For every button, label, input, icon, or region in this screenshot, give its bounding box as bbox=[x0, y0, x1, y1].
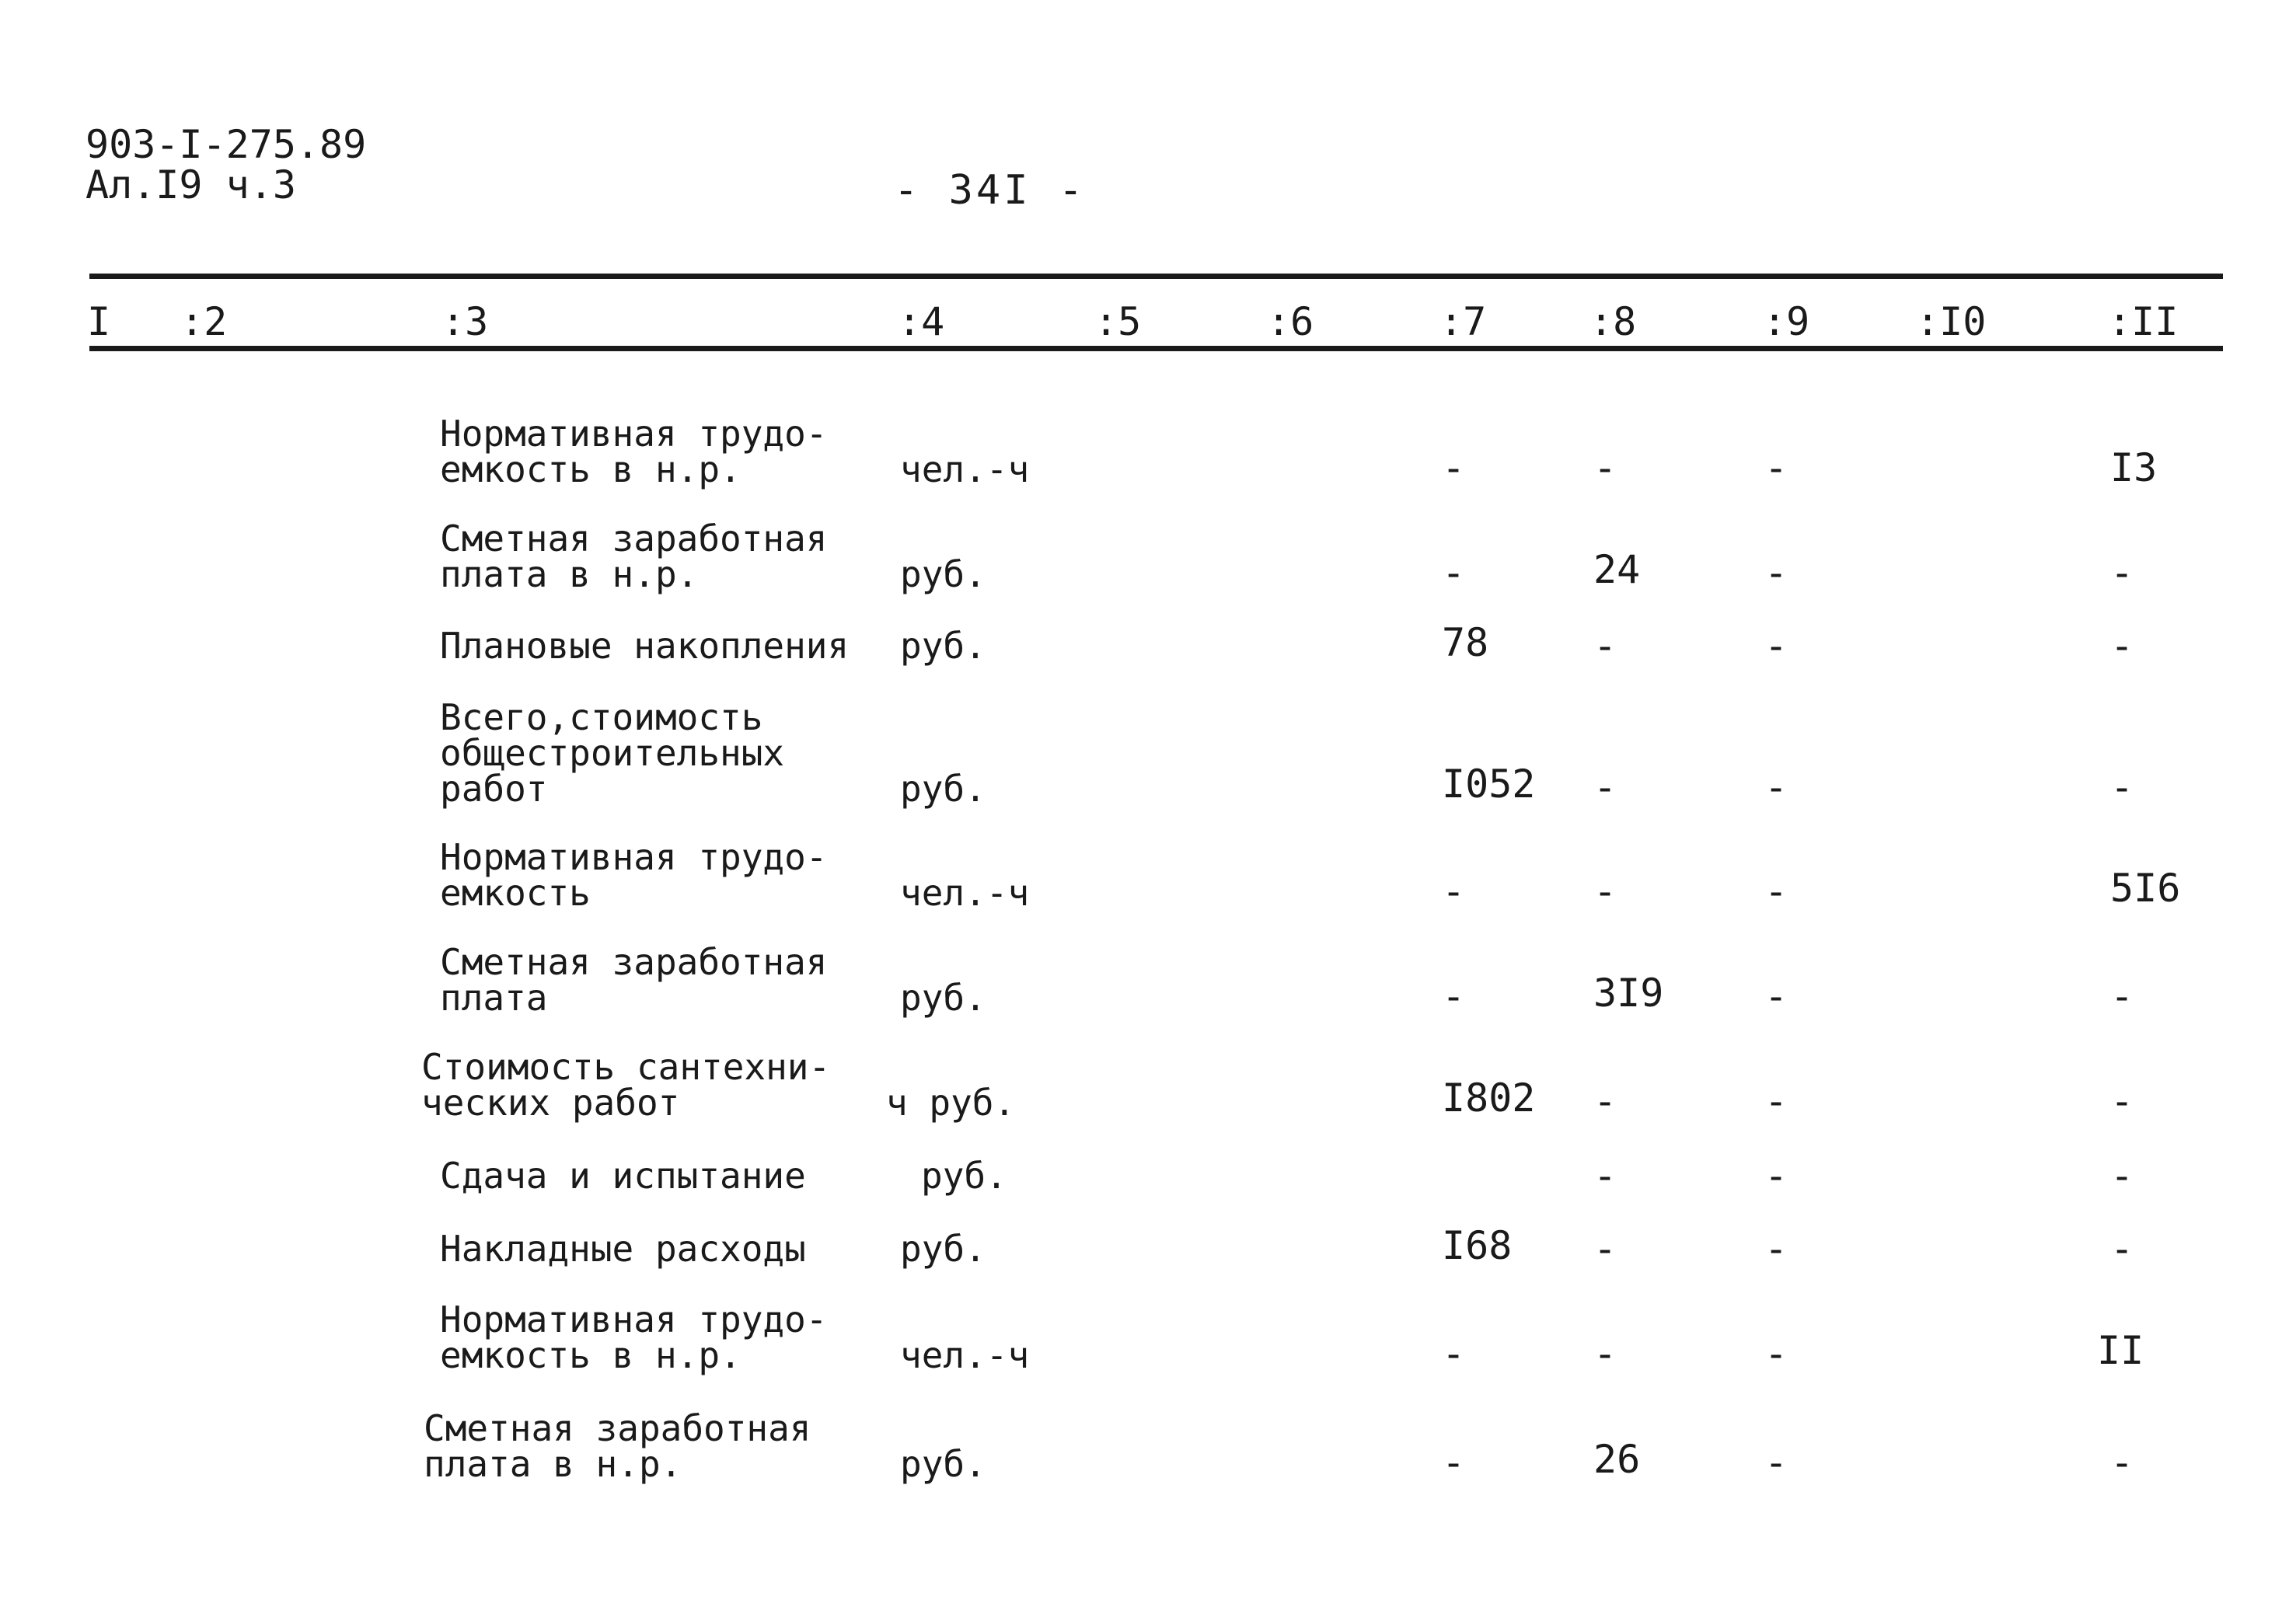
row-col8: 24 bbox=[1593, 547, 1641, 592]
row-unit: руб. bbox=[900, 1443, 986, 1485]
row-col9: - bbox=[1764, 974, 1788, 1019]
row-description: Сдача и испытание bbox=[440, 1155, 806, 1197]
row-col8: - bbox=[1593, 445, 1617, 490]
page-number: - 34I - bbox=[894, 167, 1087, 214]
row-description: Сметная заработная плата в н.р. bbox=[440, 518, 828, 595]
row-col7: I802 bbox=[1442, 1075, 1536, 1121]
row-col9: - bbox=[1764, 869, 1788, 914]
row-unit: ч руб. bbox=[886, 1082, 1016, 1124]
row-col11: - bbox=[2110, 1226, 2134, 1271]
row-col9: - bbox=[1764, 1440, 1788, 1485]
row-col9: - bbox=[1764, 1079, 1788, 1124]
row-unit: чел.-ч bbox=[900, 872, 1030, 914]
column-header-11: :II bbox=[2108, 299, 2179, 344]
row-col8: - bbox=[1593, 1331, 1617, 1376]
row-description: Нормативная трудо- емкость в н.р. bbox=[440, 1298, 828, 1376]
row-col8: - bbox=[1593, 1226, 1617, 1271]
row-description: Накладные расходы bbox=[440, 1228, 806, 1270]
row-col11: - bbox=[2110, 765, 2134, 810]
row-unit: руб. bbox=[900, 625, 986, 667]
row-col11: II bbox=[2097, 1328, 2144, 1373]
row-col11: - bbox=[2110, 1079, 2134, 1124]
row-col9: - bbox=[1764, 1153, 1788, 1198]
row-col9: - bbox=[1764, 1226, 1788, 1271]
row-unit: руб. bbox=[900, 1228, 986, 1270]
row-col7: I052 bbox=[1442, 762, 1536, 807]
row-col8: - bbox=[1593, 623, 1617, 668]
row-col11: - bbox=[2110, 974, 2134, 1019]
column-header-3: :3 bbox=[441, 299, 489, 344]
column-header-8: :8 bbox=[1589, 299, 1637, 344]
column-header-1: I bbox=[87, 299, 111, 344]
row-description: Плановые накопления bbox=[440, 625, 850, 667]
row-col9: - bbox=[1764, 765, 1788, 810]
row-description: Нормативная трудо- емкость bbox=[440, 836, 828, 914]
row-col8: - bbox=[1593, 765, 1617, 810]
row-col8: - bbox=[1593, 1079, 1617, 1124]
column-header-5: :5 bbox=[1094, 299, 1142, 344]
column-header-4: :4 bbox=[898, 299, 945, 344]
row-col8: - bbox=[1593, 869, 1617, 914]
row-unit: руб. bbox=[900, 977, 986, 1019]
row-description: Стоимость сантехни- ческих работ bbox=[421, 1046, 831, 1124]
album-line: Ал.I9 ч.3 bbox=[85, 162, 296, 207]
row-col7: - bbox=[1442, 974, 1466, 1019]
row-description: Сметная заработная плата bbox=[440, 941, 828, 1019]
row-col7: 78 bbox=[1442, 620, 1489, 665]
row-col7: - bbox=[1442, 869, 1466, 914]
row-col8: - bbox=[1593, 1153, 1617, 1198]
row-unit: руб. bbox=[900, 553, 986, 595]
row-col8: 26 bbox=[1593, 1437, 1641, 1482]
row-unit: руб. bbox=[900, 768, 986, 810]
row-unit: руб. bbox=[921, 1155, 1007, 1197]
row-unit: чел.-ч bbox=[900, 448, 1030, 490]
row-col11: 5I6 bbox=[2110, 866, 2181, 911]
column-header-7: :7 bbox=[1439, 299, 1487, 344]
row-description: Сметная заработная плата в н.р. bbox=[424, 1407, 811, 1485]
column-header-6: :6 bbox=[1267, 299, 1314, 344]
row-col11: - bbox=[2110, 550, 2134, 595]
row-unit: чел.-ч bbox=[900, 1334, 1030, 1376]
doc-code-line: 903-I-275.89 bbox=[85, 122, 367, 167]
row-col9: - bbox=[1764, 623, 1788, 668]
row-col9: - bbox=[1764, 445, 1788, 490]
row-description: Всего,стоимость общестроительных работ bbox=[440, 696, 785, 810]
table-top-rule bbox=[89, 274, 2223, 279]
row-col11: - bbox=[2110, 1440, 2134, 1485]
row-col7: - bbox=[1442, 445, 1466, 490]
column-header-10: :I0 bbox=[1916, 299, 1987, 344]
row-col7: I68 bbox=[1442, 1223, 1513, 1268]
row-col7: - bbox=[1442, 1440, 1466, 1485]
row-col11: I3 bbox=[2110, 445, 2158, 490]
row-col11: - bbox=[2110, 623, 2134, 668]
row-col8: 3I9 bbox=[1593, 971, 1664, 1016]
row-col9: - bbox=[1764, 1331, 1788, 1376]
row-description: Нормативная трудо- емкость в н.р. bbox=[440, 413, 828, 490]
row-col11: - bbox=[2110, 1153, 2134, 1198]
row-col9: - bbox=[1764, 550, 1788, 595]
header-bottom-rule bbox=[89, 346, 2223, 351]
column-header-2: :2 bbox=[180, 299, 228, 344]
row-col7: - bbox=[1442, 1331, 1466, 1376]
document-code bbox=[85, 124, 366, 205]
column-header-9: :9 bbox=[1763, 299, 1810, 344]
row-col7: - bbox=[1442, 550, 1466, 595]
